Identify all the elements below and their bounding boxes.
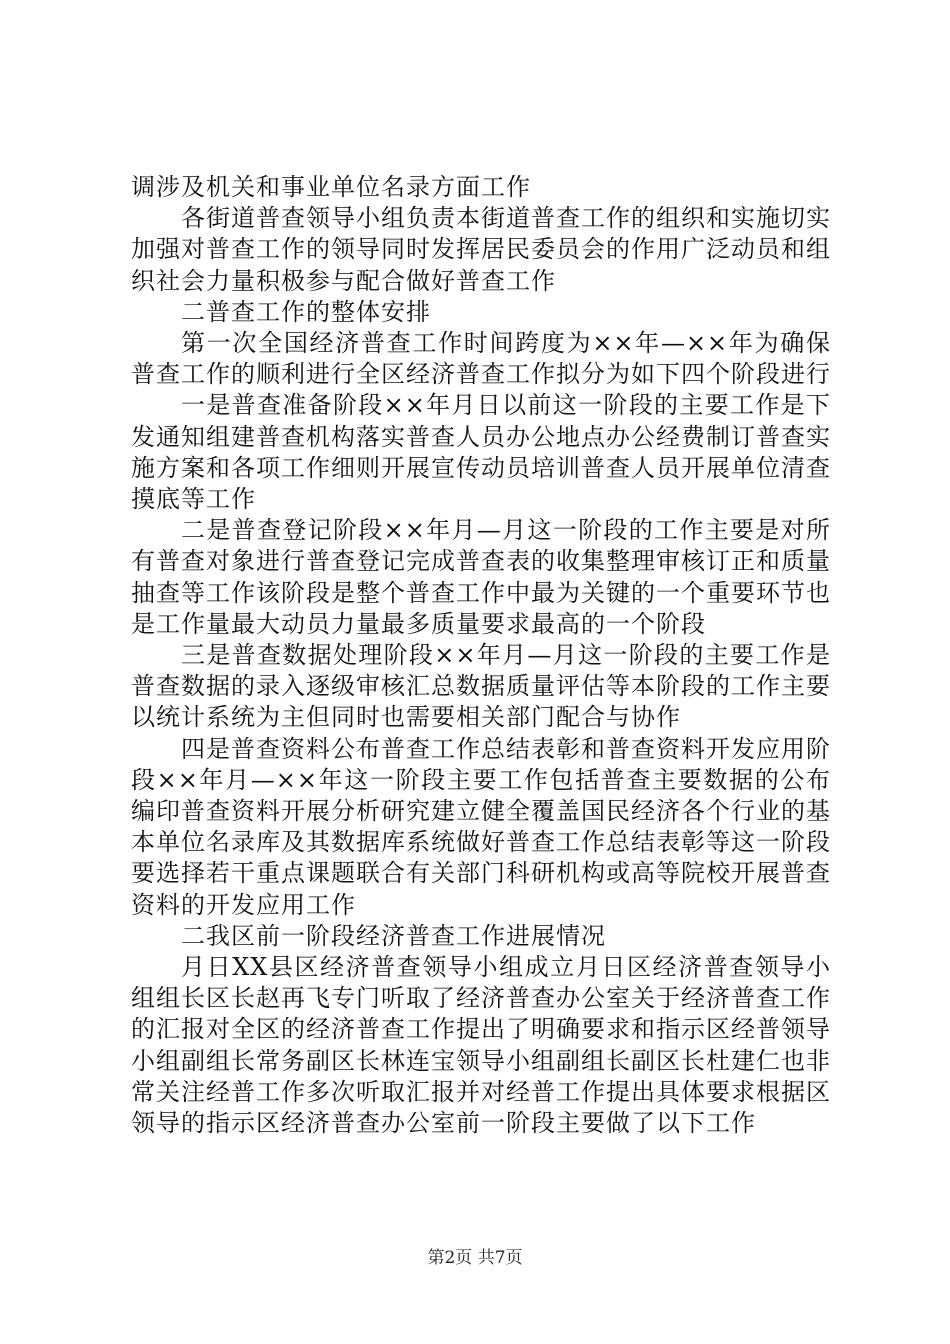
paragraph-stage-3: 三是普查数据处理阶段××年月—月这一阶段的主要工作是普查数据的录入逐级审核汇总数据质量评估等本阶段的工作主要以统计系统为主但同时也需要相关部门配合与协作 [131,641,831,732]
paragraph-stage-4: 四是普查资料公布普查工作总结表彰和普查资料开发应用阶段××年月—××年这一阶段主要工作包括普查主要数据的公布编印普查资料开展分析研究建立健全覆盖国民经济各个行业的基本单位名录库及其数据库系统做好普查工作总结表彰等这一阶段要选择若干重点课题联合有关部门科研机构或高等院校开展普查资料的开发应用工作 [131,734,831,919]
section-heading-progress: 二我区前一阶段经济普查工作进展情况 [181,921,606,950]
paragraph-stage-2: 二是普查登记阶段××年月—月这一阶段的工作主要是对所有普查对象进行普查登记完成普查表的收集整理审核订正和质量抽查等工作该阶段是整个普查工作中最为关键的一个重要环节也是工作量最大动员力量最多质量要求最高的一个阶段 [131,516,831,638]
section-heading-arrangement: 二普查工作的整体安排 [181,297,431,326]
paragraph-10: 月日XX县区经济普查领导小组成立月日区经济普查领导小组组长区长赵再飞专门听取了经济普查办公室关于经济普查工作的汇报对全区的经济普查工作提出了明确要求和指示区经普领导小组副组长常务副区长林连宝领导小组副组长副区长杜建仁也非常关注经普工作多次听取汇报并对经普工作提出具体要求根据区领导的指示区经济普查办公室前一阶段主要做了以下工作 [131,953,831,1138]
paragraph-1: 调涉及机关和事业单位名录方面工作 [131,173,531,201]
paragraph-stage-1: 一是普查准备阶段××年月日以前这一阶段的主要工作是下发通知组建普查机构落实普查人员办公地点办公经费制订普查实施方案和各项工作细则开展宣传动员培训普查人员开展单位清查摸底等工作 [131,391,831,514]
page-number-footer: 第2页 共7页 [427,1248,523,1268]
paragraph-4: 第一次全国经济普查工作时间跨度为××年—××年为确保普查工作的顺利进行全区经济普查工作拟分为如下四个阶段进行 [131,329,831,389]
document-body [131,172,831,1139]
paragraph-2: 各街道普查领导小组负责本街道普查工作的组织和实施切实加强对普查工作的领导同时发挥居民委员会的作用广泛动员和组织社会力量积极参与配合做好普查工作 [131,204,831,295]
